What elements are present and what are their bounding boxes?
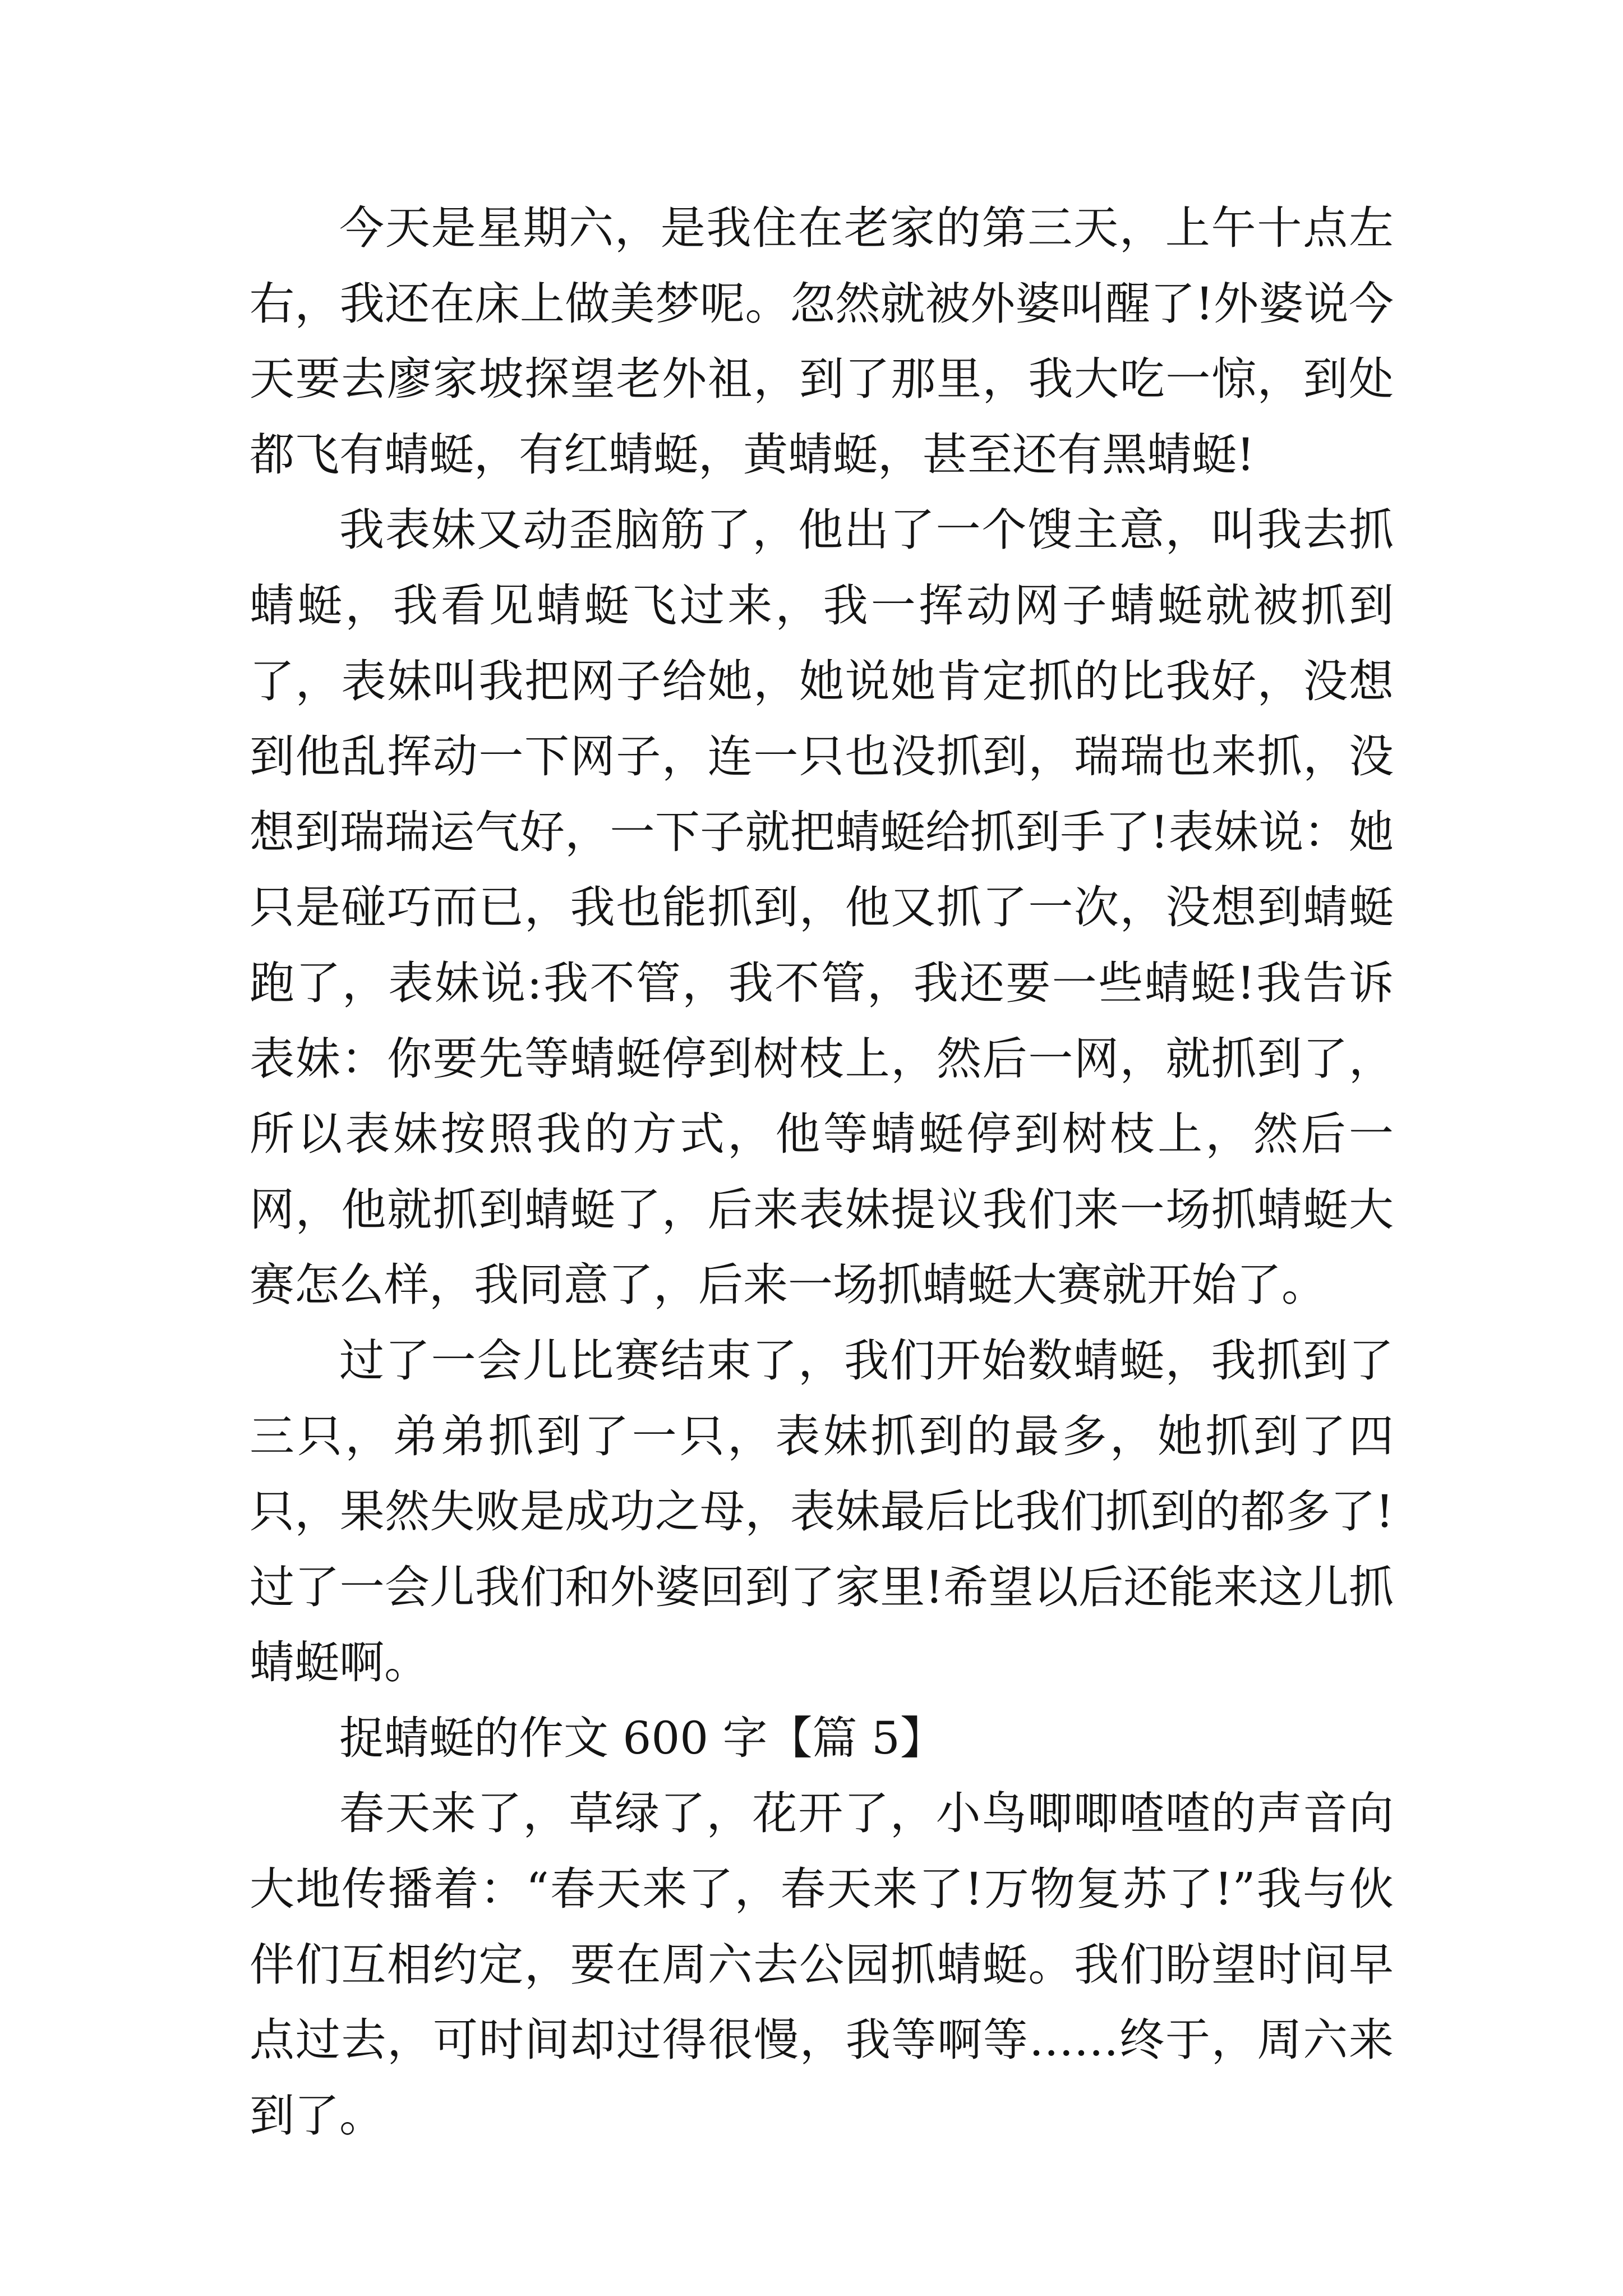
paragraph-3: 过了一会儿比赛结束了，我们开始数蜻蜓，我抓到了三只，弟弟抓到了一只，表妹抓到的最多，她抓到了四只，果然失败是成功之母，表妹最后比我们抓到的都多了!过了一会儿我们和外婆回到了家里!希望以后还能来这儿抓蜻蜓啊。 [250,1334,1394,1689]
paragraph-2: 我表妹又动歪脑筋了，他出了一个馊主意，叫我去抓蜻蜓，我看见蜻蜓飞过来，我一挥动网子蜻蜓就被抓到了，表妹叫我把网子给她，她说她肯定抓的比我好，没想到他乱挥动一下网子，连一只也没抓到，瑞瑞也来抓，没想到瑞瑞运气好，一下子就把蜻蜓给抓到手了!表妹说：她只是碰巧而已，我也能抓到，他又抓了一次，没想到蜻蜓跑了，表妹说:我不管，我不管，我还要一些蜻蜓!我告诉表妹：你要先等蜻蜓停到树枝上，然后一网，就抓到了，所以表妹按照我的方式，他等蜻蜓停到树枝上，然后一网，他就抓到蜻蜓了，后来表妹提议我们来一场抓蜻蜓大赛怎么样，我同意了，后来一场抓蜻蜓大赛就开始了。 [250,504,1394,1312]
paragraph-4: 春天来了，草绿了，花开了，小鸟唧唧喳喳的声音向大地传播着：“春天来了，春天来了!万物复苏了!”我与伙伴们互相约定，要在周六去公园抓蜻蜓。我们盼望时间早点过去，可时间却过得很慢，我等啊等……终于，周六来到了。 [250,1787,1394,2142]
section-heading: 捉蜻蜓的作文 600 字【篇 5】 [339,1711,945,1764]
document-body [250,191,1394,2154]
paragraph-1: 今天是星期六，是我住在老家的第三天，上午十点左右，我还在床上做美梦呢。忽然就被外婆叫醒了!外婆说今天要去廖家坡探望老外祖，到了那里，我大吃一惊，到处都飞有蜻蜓，有红蜻蜓，黄蜻蜓，甚至还有黑蜻蜓! [250,202,1394,481]
